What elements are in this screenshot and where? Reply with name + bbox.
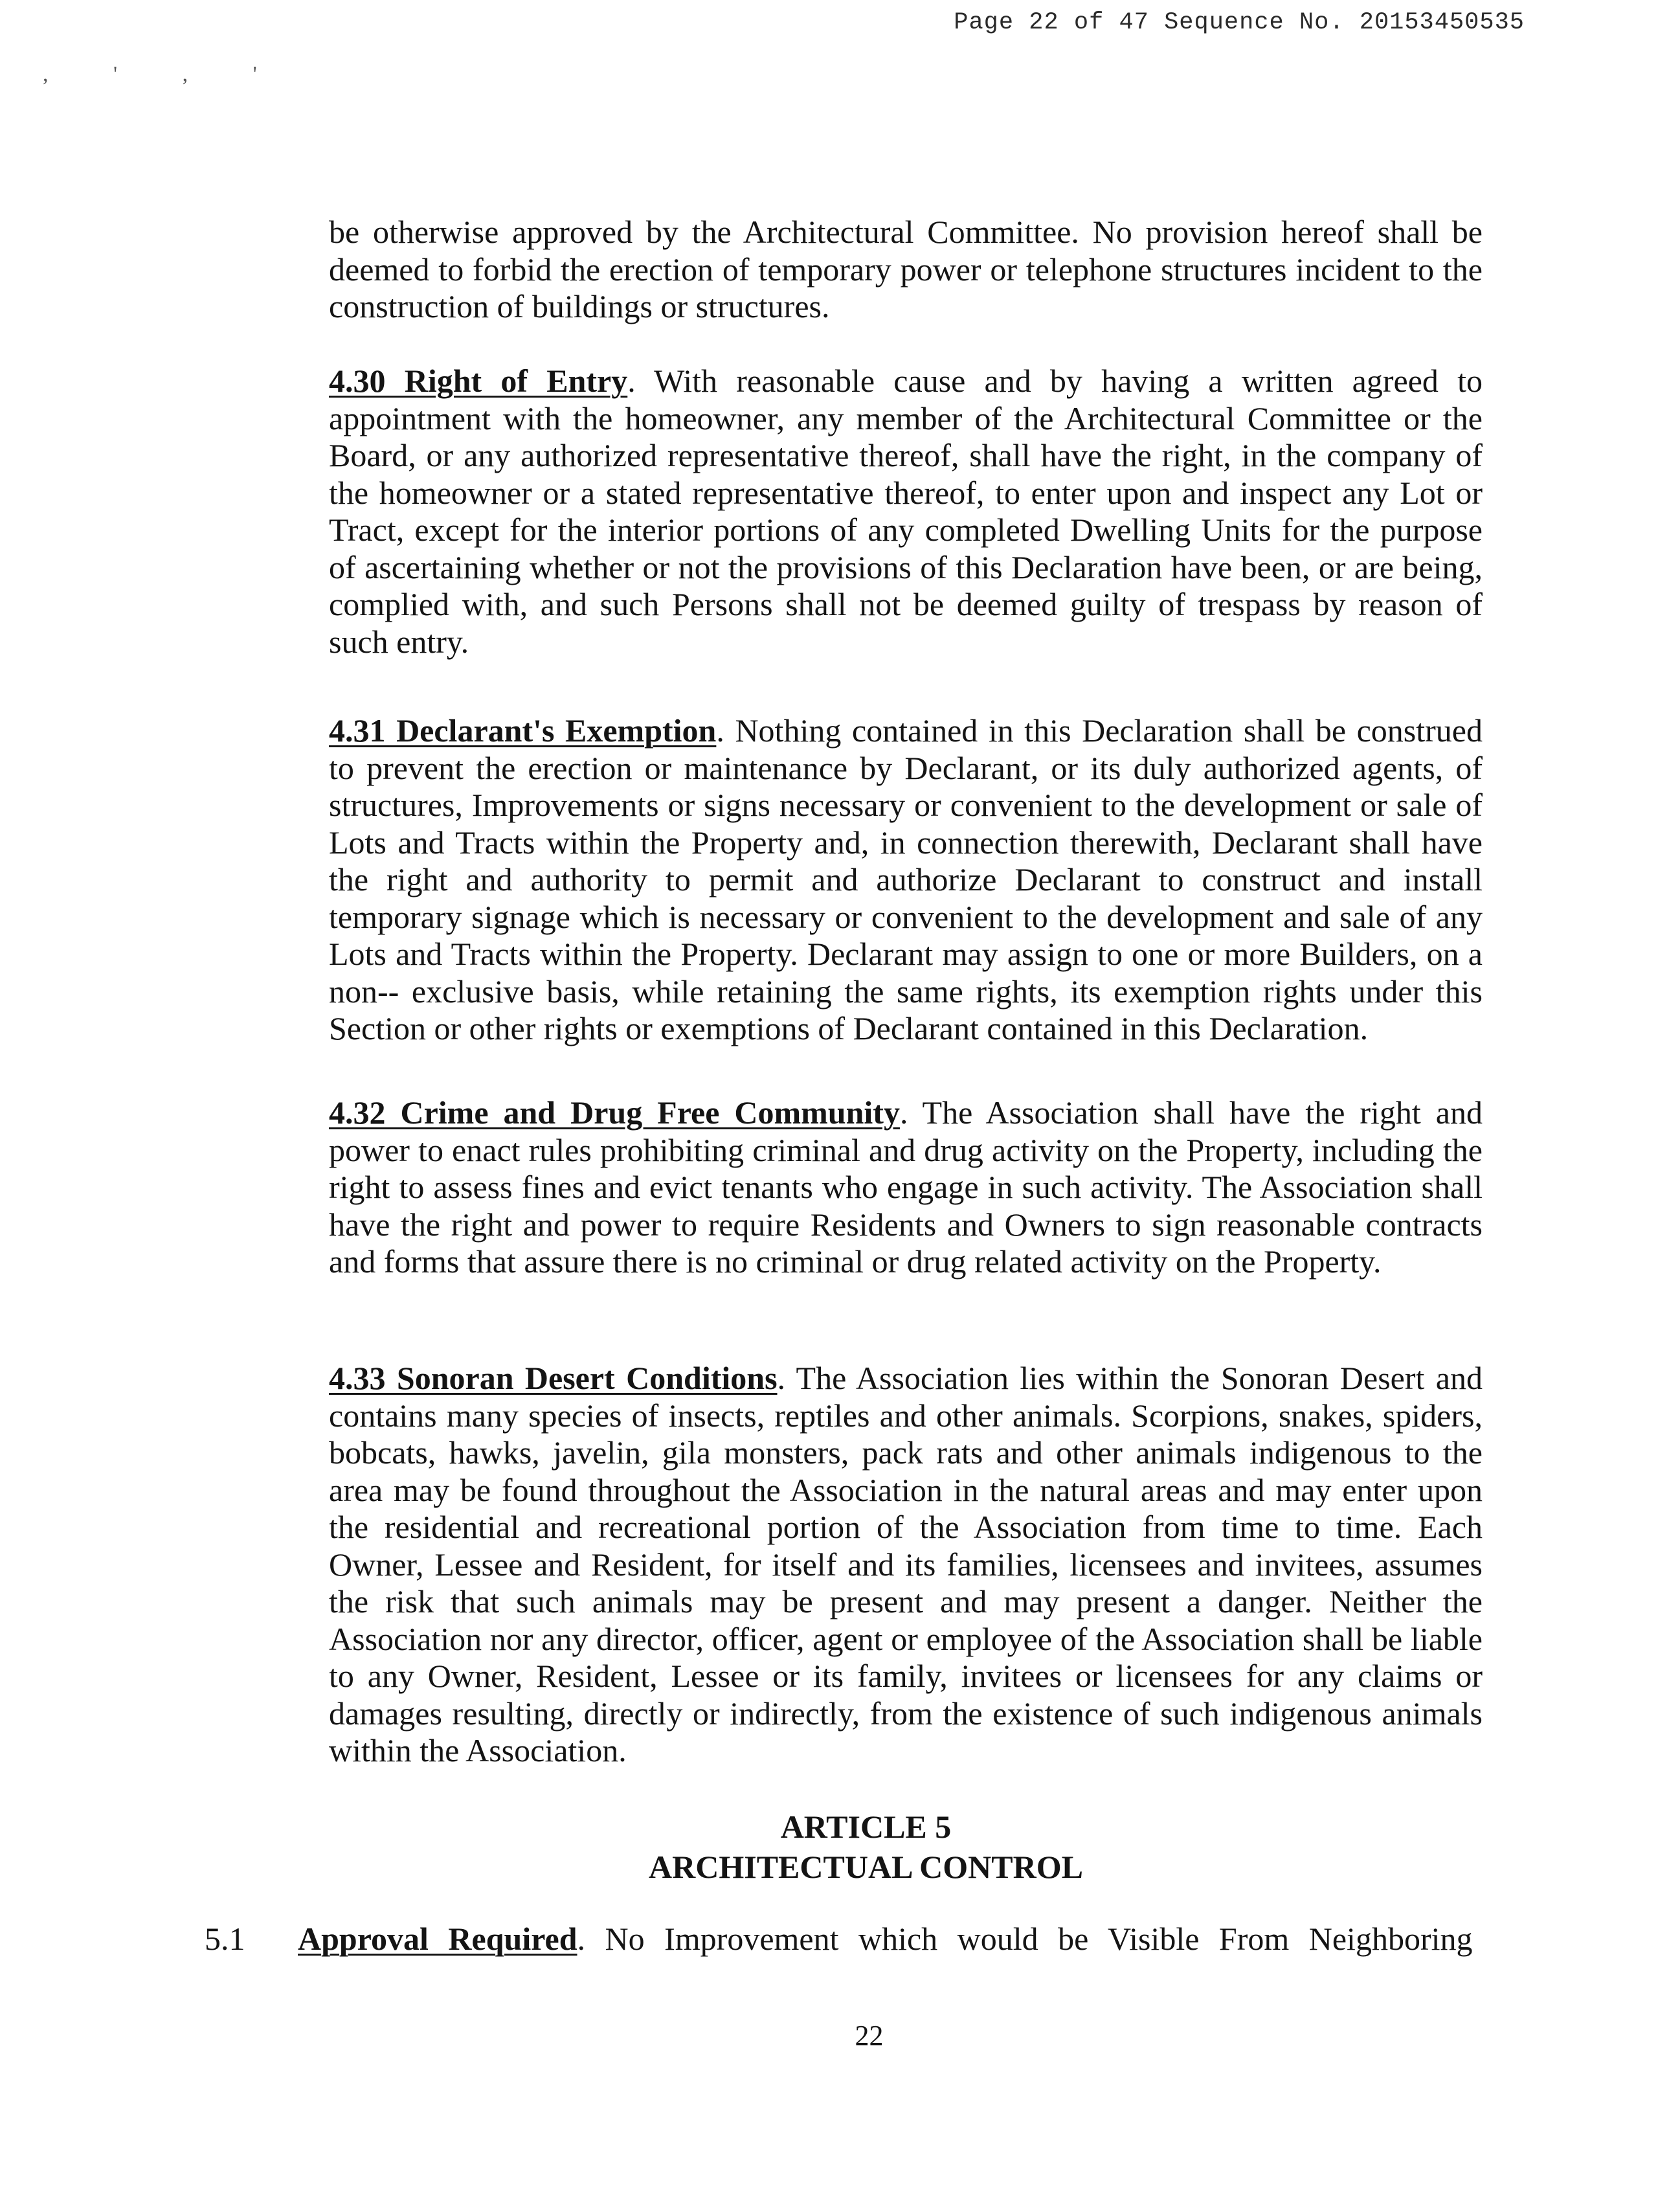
section-4-31	[329, 712, 1483, 1048]
article-title-block	[0, 1807, 1680, 1887]
section-4-33	[329, 1360, 1483, 1770]
scan-specks: , ' , '	[43, 62, 287, 86]
section-heading: 4.33 Sonoran Desert Conditions	[329, 1360, 778, 1396]
paragraph-text: . The Association lies within the Sonoran Desert and contains many species of insects, reptiles and other animals. Scorpions, snakes, spiders, bobcats, hawks, javelin, gila monsters, pack rats and other animals indigenous to the area may be found throughout the Association in the natural areas and may enter upon the residential and recreational portion of the Association from time to time. Each Owner, Lessee and Resident, for itself and its families, licensees and invitees, assumes the risk that such animals may be present and may present a danger. Neither the Association nor any director, officer, agent or employee of the Association shall be liable to any Owner, Resident, Lessee or its family, invitees or licensees for any claims or damages resulting, directly or indirectly, from the existence of such indigenous animals within the Association.	[329, 1360, 1483, 1768]
section-heading: 4.30 Right of Entry	[329, 363, 628, 399]
section-heading: Approval Required	[298, 1921, 577, 1957]
page-number: 22	[855, 2020, 884, 2051]
section-heading: 4.32 Crime and Drug Free Community	[329, 1094, 900, 1131]
section-number: 5.1	[205, 1921, 245, 1957]
paragraph-text: be otherwise approved by the Architectural Committee. No provision hereof shall be deemed to forbid the erection of temporary power or telephone structures incident to the construction of buildings or structures.	[329, 214, 1483, 324]
section-4-32	[329, 1094, 1483, 1281]
section-4-30	[329, 363, 1483, 660]
paragraph-text: . With reasonable cause and by having a written agreed to appointment with the homeowner, any member of the Architectural Committee or the Board, or any authorized representative thereof, shall have the right, in the company of the homeowner or a stated representative thereof, to enter upon and inspect any Lot or Tract, except for the interior portions of any completed Dwelling Units for the purpose of ascertaining whether or not the provisions of this Declaration have been, or are being, complied with, and such Persons shall not be deemed guilty of trespass by reason of such entry.	[329, 363, 1483, 660]
paragraph-continuation	[329, 214, 1483, 326]
article-title: ARCHITECTUAL CONTROL	[649, 1849, 1083, 1885]
section-5-1	[205, 1921, 1486, 1958]
paragraph-text: . No Improvement which would be Visible From Neighboring	[577, 1921, 1473, 1957]
section-heading: 4.31 Declarant's Exemption	[329, 712, 717, 749]
paragraph-text: . Nothing contained in this Declaration shall be construed to prevent the erection or maintenance by Declarant, or its duly authorized agents, of structures, Improvements or signs necessary or convenient to the development or sale of Lots and Tracts within the Property and, in connection therewith, Declarant shall have the right and authority to permit and authorize Declarant to construct and install temporary signage which is necessary or convenient to the development and sale of any Lots and Tracts within the Property. Declarant may assign to one or more Builders, on a non-- exclusive basis, while retaining the same rights, its exemption rights under this Section or other rights or exemptions of Declarant contained in this Declaration.	[329, 712, 1483, 1046]
page-header: Page 22 of 47 Sequence No. 20153450535	[954, 9, 1525, 36]
article-number: ARTICLE 5	[780, 1809, 952, 1845]
paragraph-text: . The Association shall have the right and power to enact rules prohibiting criminal and drug activity on the Property, including the right to assess fines and evict tenants who engage in such activity. The Association shall have the right and power to require Residents and Owners to sign reasonable contracts and forms that assure there is no criminal or drug related activity on the Property.	[329, 1094, 1483, 1280]
